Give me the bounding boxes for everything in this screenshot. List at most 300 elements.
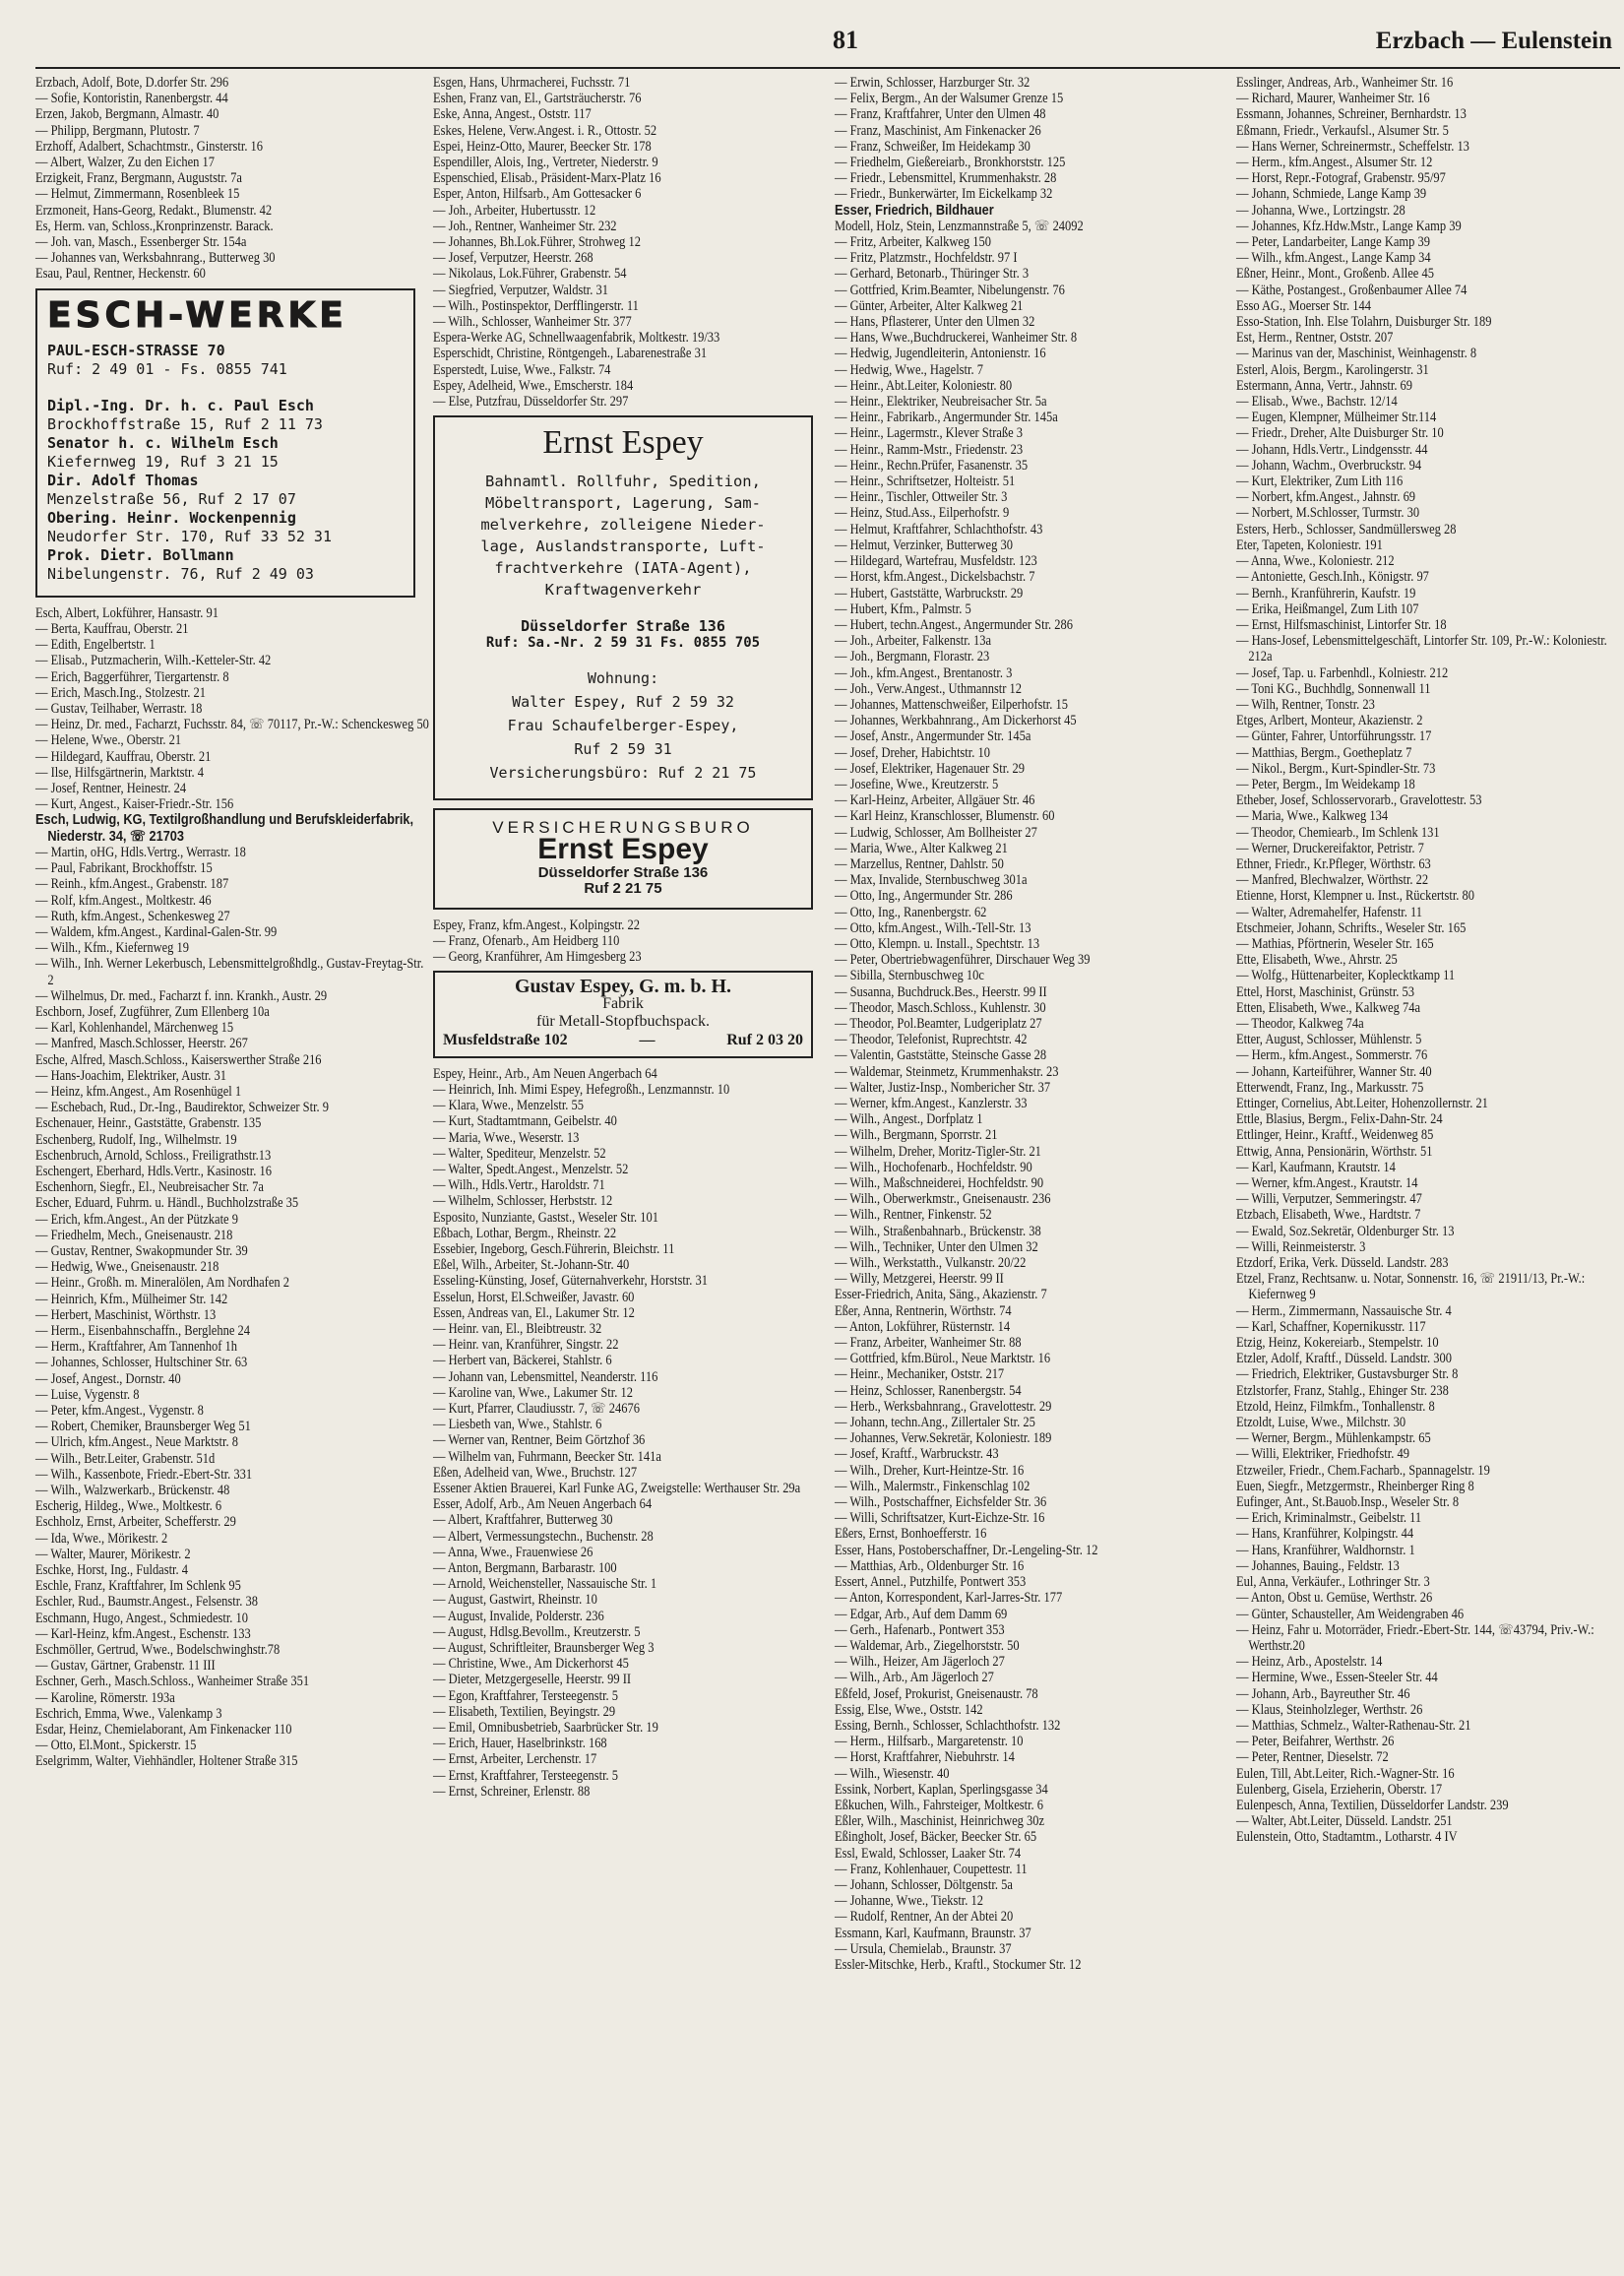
directory-entry: — Waldem, kfm.Angest., Kardinal-Galen-Str. 99: [35, 923, 278, 940]
ad-title: Ernst Espey: [542, 424, 704, 462]
directory-entry: Esperstedt, Luise, Wwe., Falkstr. 74: [433, 361, 611, 378]
directory-entry: — Karl, Kohlenhandel, Märchenweg 15: [35, 1020, 234, 1037]
ad-contact-line: Menzelstraße 56, Ruf 2 17 07: [47, 489, 296, 508]
directory-entry: — Wilh., Hdls.Vertr., Haroldstr. 71: [433, 1177, 605, 1194]
directory-entry: — Anton, Bergmann, Barbarastr. 100: [433, 1560, 617, 1576]
directory-entry: — Otto, Klempn. u. Install., Spechtstr. 13: [835, 935, 1040, 952]
directory-entry: — Heinr., Fabrikarb., Angermunder Str. 145a: [835, 410, 1058, 426]
directory-entry: Esdar, Heinz, Chemielaborant, Am Finkenacker 110: [35, 1722, 292, 1739]
directory-entry: — Karl-Heinz, kfm.Angest., Eschenstr. 133: [35, 1625, 251, 1642]
ad-contact-line: Obering. Heinr. Wockenpennig: [47, 508, 296, 527]
directory-entry: — Hubert, Kfm., Palmstr. 5: [835, 601, 971, 617]
directory-entry: Espendiller, Alois, Ing., Vertreter, Niederstr. 9: [433, 155, 658, 171]
directory-entry: Etges, Arlbert, Monteur, Akazienstr. 2: [1236, 713, 1423, 729]
directory-entry: — Erich, Baggerführer, Tiergartenstr. 8: [35, 668, 229, 685]
directory-entry: Ettinger, Cornelius, Abt.Leiter, Hohenzollernstr. 21: [1236, 1096, 1488, 1111]
directory-entry: — Hubert, Gaststätte, Warbruckstr. 29: [835, 585, 1024, 601]
entry-list: [433, 75, 819, 410]
directory-entry: — Heinrich, Inh. Mimi Espey, Hefegroßh., Lenzmannstr. 10: [433, 1081, 730, 1098]
directory-entry: Etzig, Heinz, Kokereiarb., Stempelstr. 10: [1236, 1335, 1439, 1352]
directory-entry: Esche, Alfred, Masch.Schloss., Kaiserswerther Straße 216: [35, 1051, 322, 1068]
directory-entry: — Ilse, Hilfsgärtnerin, Marktstr. 4: [35, 764, 204, 781]
ad-sub-line: Ruf 2 59 31: [574, 739, 672, 758]
directory-entry: Essert, Annel., Putzhilfe, Pontwert 353: [835, 1574, 1027, 1591]
directory-entry: — Bernh., Kranführerin, Kaufstr. 19: [1236, 585, 1416, 601]
directory-entry: Espey, Adelheid, Wwe., Emscherstr. 184: [433, 377, 634, 394]
directory-entry: Ettwig, Anna, Pensionärin, Wörthstr. 51: [1236, 1143, 1433, 1160]
ad-body: [449, 471, 797, 601]
directory-entry: Eulenpesch, Anna, Textilien, Düsseldorfer Landstr. 239: [1236, 1797, 1509, 1813]
directory-entry: — Waldemar, Steinmetz, Krummenhakstr. 23: [835, 1063, 1059, 1080]
ad-address: Düsseldorfer Straße 136: [521, 617, 725, 636]
ad-sub-line: Walter Espey, Ruf 2 59 32: [512, 692, 734, 711]
ad-address-row: [443, 1033, 803, 1048]
directory-entry: — Joh., Rentner, Wanheimer Str. 232: [433, 218, 617, 234]
directory-entry: Etzlstorfer, Franz, Stahlg., Ehinger Str. 238: [1236, 1382, 1449, 1399]
directory-entry: Eulenberg, Gisela, Erzieherin, Oberstr. 17: [1236, 1781, 1443, 1798]
directory-entry: — Wolfg., Hüttenarbeiter, Koplecktkamp 11: [1236, 968, 1456, 984]
ad-phone: Ruf 2 21 75: [584, 880, 662, 898]
directory-entry: — Helmut, Zimmermann, Rosenbleek 15: [35, 186, 240, 203]
directory-entry: Etienne, Horst, Klempner u. Inst., Rückertstr. 80: [1236, 888, 1475, 905]
directory-entry: — Reinh., kfm.Angest., Grabenstr. 187: [35, 876, 229, 893]
directory-entry: — Heinr., Abt.Leiter, Koloniestr. 80: [835, 377, 1013, 394]
directory-entry: — Hildegard, Kauffrau, Oberstr. 21: [35, 748, 212, 765]
directory-entry: — Hans, Kranführer, Waldhornstr. 1: [1236, 1542, 1415, 1558]
directory-entry: — Matthias, Bergm., Goetheplatz 7: [1236, 744, 1412, 761]
ernst-espey-ad: [433, 415, 813, 800]
directory-entry: — Johann, Schmiede, Lange Kamp 39: [1236, 186, 1427, 203]
directory-entry: — Kurt, Stadtamtmann, Geibelstr. 40: [433, 1113, 617, 1130]
directory-entry: — Josef, Verputzer, Heerstr. 268: [433, 250, 593, 267]
directory-entry: — Rudolf, Rentner, An der Abtei 20: [835, 1909, 1014, 1926]
directory-entry: — Erich, Masch.Ing., Stolzestr. 21: [35, 684, 207, 701]
directory-entry: Eter, Tapeten, Koloniestr. 191: [1236, 537, 1383, 553]
ad-body-line: Bahnamtl. Rollfuhr, Spedition,: [485, 473, 761, 491]
directory-entry: — Wilh., kfm.Angest., Lange Kamp 34: [1236, 250, 1431, 267]
ad-body-line: frachtverkehre (IATA-Agent),: [494, 559, 752, 578]
directory-entry: — Willi, Schriftsatzer, Kurt-Eichze-Str. 16: [835, 1510, 1045, 1527]
directory-entry: — Eschebach, Rud., Dr.-Ing., Baudirektor, Schweizer Str. 9: [35, 1100, 330, 1116]
directory-entry: Ettel, Horst, Maschinist, Grünstr. 53: [1236, 983, 1415, 1000]
directory-entry: — Hedwig, Wwe., Hagelstr. 7: [835, 361, 983, 378]
directory-entry: — Gerhard, Betonarb., Thüringer Str. 3: [835, 266, 1030, 283]
directory-entry: — Hubert, techn.Angest., Angermunder Str. 286: [835, 616, 1074, 633]
directory-entry: — Josef, Rentner, Heinestr. 24: [35, 781, 187, 797]
directory-entry: — Johannes, Bauing., Feldstr. 13: [1236, 1557, 1400, 1574]
directory-entry: — Elisabeth, Textilien, Beyingstr. 29: [433, 1703, 616, 1720]
directory-entry: Erzen, Jakob, Bergmann, Almastr. 40: [35, 106, 219, 123]
ad-address: Düsseldorfer Straße 136: [537, 864, 709, 882]
directory-entry: — Gustav, Teilhaber, Werrastr. 18: [35, 701, 203, 718]
directory-entry: Escherig, Hildeg., Wwe., Moltkestr. 6: [35, 1498, 222, 1515]
directory-entry: Eshen, Franz van, El., Gartsträucherstr. 76: [433, 91, 642, 107]
ad-contact-line: Dir. Adolf Thomas: [47, 471, 199, 489]
directory-entry: Eskes, Helene, Verw.Angest. i. R., Ottostr. 52: [433, 122, 657, 139]
directory-entry: Eulenstein, Otto, Stadtamtm., Lotharstr. 4 IV: [1236, 1829, 1458, 1846]
directory-entry: — Theodor, Masch.Schloss., Kuhlenstr. 30: [835, 999, 1046, 1016]
directory-entry: Eschenbruch, Arnold, Schloss., Freiligrathstr.13: [35, 1147, 272, 1164]
directory-entry: Erzhoff, Adalbert, Schachtmstr., Ginsterstr. 16: [35, 138, 264, 155]
directory-entry: — Wilh., Walzwerkarb., Brückenstr. 48: [35, 1483, 230, 1499]
directory-entry: — Walter, Spediteur, Menzelstr. 52: [433, 1145, 606, 1162]
directory-entry: — Heinz, Arb., Apostelstr. 14: [1236, 1654, 1383, 1671]
directory-entry: — Wilh., Kfm., Kiefernweg 19: [35, 940, 189, 957]
ad-contact-line: Neudorfer Str. 170, Ruf 33 52 31: [47, 527, 332, 545]
directory-entry: — Heinz, kfm.Angest., Am Rosenhügel 1: [35, 1083, 242, 1100]
directory-entry: Estermann, Anna, Vertr., Jahnstr. 69: [1236, 377, 1413, 394]
directory-entry: Euen, Siegfr., Metzgermstr., Rheinberger Ring 8: [1236, 1478, 1474, 1494]
directory-entry: — Willi, Verputzer, Semmeringstr. 47: [1236, 1191, 1422, 1208]
directory-entry: Essmann, Karl, Kaufmann, Braunstr. 37: [835, 1925, 1031, 1941]
directory-entry: — Ernst, Hilfsmaschinist, Lintorfer Str. 18: [1236, 616, 1447, 633]
directory-entry: — Theodor, Telefonist, Ruprechtstr. 42: [835, 1032, 1028, 1048]
directory-entry: — Wilh., Postinspektor, Derfflingerstr. 11: [433, 297, 639, 314]
directory-entry: — Heinz, Dr. med., Facharzt, Fuchsstr. 84, ☏ 70117, Pr.-W.: Schenckesweg 50: [35, 717, 429, 733]
directory-entry: — Franz, Kraftfahrer, Unter den Ulmen 48: [835, 106, 1046, 123]
directory-entry: — August, Hdlsg.Bevollm., Kreutzerstr. 5: [433, 1623, 641, 1640]
directory-entry: — Matthias, Arb., Oldenburger Str. 16: [835, 1557, 1025, 1574]
directory-entry: — Heinr., Ramm-Mstr., Friedenstr. 23: [835, 441, 1024, 458]
directory-entry: — Friedhelm, Gießereiarb., Bronkhorststr. 125: [835, 155, 1066, 171]
directory-entry: Erzigkeit, Franz, Bergmann, Auguststr. 7a: [35, 170, 242, 187]
entry-list: [433, 917, 819, 966]
directory-entry: Eschle, Franz, Kraftfahrer, Im Schlenk 95: [35, 1578, 241, 1595]
directory-entry: — Wilh., Postschaffner, Eichsfelder Str. 36: [835, 1494, 1047, 1511]
directory-entry: — Wilh., Maßschneiderei, Hochfeldstr. 90: [835, 1175, 1044, 1192]
directory-entry: — Philipp, Bergmann, Plutostr. 7: [35, 122, 200, 139]
directory-entry: Etzler, Adolf, Kraftf., Düsseld. Landstr. 300: [1236, 1351, 1452, 1367]
directory-entry: — Horst, Repr.-Fotograf, Grabenstr. 95/97: [1236, 170, 1446, 187]
directory-entry: — Mathias, Pförtnerin, Weseler Str. 165: [1236, 935, 1434, 952]
ad-dash: —: [639, 1031, 656, 1048]
directory-entry: — Ursula, Chemielab., Braunstr. 37: [835, 1940, 1012, 1957]
directory-entry: — Johann van, Lebensmittel, Neanderstr. 116: [433, 1368, 658, 1385]
directory-entry: Espei, Heinz-Otto, Maurer, Beecker Str. 178: [433, 138, 652, 155]
page-number: 81: [833, 26, 858, 54]
directory-entry: — Hedwig, Wwe., Gneisenaustr. 218: [35, 1259, 219, 1276]
directory-entry: — Theodor, Pol.Beamter, Ludgeriplatz 27: [835, 1015, 1042, 1032]
ad-body-line: Möbeltransport, Lagerung, Sam-: [485, 494, 761, 513]
directory-entry: — Peter, Landarbeiter, Lange Kamp 39: [1236, 234, 1430, 251]
directory-entry: — Heinr., Mechaniker, Oststr. 217: [835, 1366, 1005, 1383]
directory-entry: — Valentin, Gaststätte, Steinsche Gasse 28: [835, 1047, 1047, 1064]
directory-entry: — Wilhelm, Dreher, Moritz-Tigler-Str. 21: [835, 1143, 1041, 1160]
column-2: [433, 75, 819, 1800]
directory-entry: — Georg, Kranführer, Am Himgesberg 23: [433, 949, 642, 966]
directory-entry: — Karl Heinz, Kranschlosser, Blumenstr. 60: [835, 808, 1055, 825]
directory-entry: — Albert, Walzer, Zu den Eichen 17: [35, 155, 216, 171]
directory-entry: Etheber, Josef, Schlosservorarb., Gravelottestr. 53: [1236, 792, 1482, 809]
directory-entry: — Johann, techn.Ang., Zillertaler Str. 25: [835, 1415, 1035, 1431]
directory-entry: — Hans, Pflasterer, Unter den Ulmen 32: [835, 314, 1035, 331]
directory-entry: Es, Herm. van, Schloss.,Kronprinzenstr. Barack.: [35, 218, 274, 234]
directory-entry: Esso-Station, Inh. Else Tolahrn, Duisburger Str. 189: [1236, 314, 1492, 331]
entry-list: [1236, 75, 1620, 1846]
directory-entry: — Johannes van, Werksbahnrang., Butterweg 30: [35, 250, 276, 267]
directory-entry: Eßingholt, Josef, Bäcker, Beecker Str. 65: [835, 1829, 1037, 1846]
directory-entry: Espenschied, Elisab., Präsident-Marx-Platz 16: [433, 170, 661, 187]
directory-entry: — Werner, kfm.Angest., Kanzlerstr. 33: [835, 1096, 1028, 1111]
directory-entry: — Johanne, Wwe., Tiekstr. 12: [835, 1893, 983, 1910]
directory-entry: — Liesbeth van, Wwe., Stahlstr. 6: [433, 1417, 602, 1433]
directory-entry: Eschenberg, Rudolf, Ing., Wilhelmstr. 19: [35, 1131, 237, 1148]
directory-entry: — Horst, kfm.Angest., Dickelsbachstr. 7: [835, 569, 1035, 586]
directory-entry: Essig, Else, Wwe., Oststr. 142: [835, 1701, 983, 1718]
directory-entry: Eulen, Till, Abt.Leiter, Rich.-Wagner-Str. 16: [1236, 1765, 1455, 1782]
directory-entry: Etten, Elisabeth, Wwe., Kalkweg 74a: [1236, 999, 1420, 1016]
directory-entry: — Gustav, Gärtner, Grabenstr. 11 III: [35, 1658, 216, 1675]
directory-entry: — Max, Invalide, Sternbuschweg 301a: [835, 872, 1028, 889]
directory-entry: Esso AG., Moerser Str. 144: [1236, 297, 1371, 314]
directory-entry: Etterwendt, Franz, Ing., Markusstr. 75: [1236, 1079, 1424, 1096]
entry-list: [835, 75, 1220, 1973]
directory-entry: Eßer, Anna, Rentnerin, Wörthstr. 74: [835, 1302, 1012, 1319]
directory-entry: — Wilh., Angest., Dorfplatz 1: [835, 1111, 983, 1128]
entry-list: [35, 604, 429, 1770]
directory-entry: — Willy, Metzgerei, Heerstr. 99 II: [835, 1271, 1004, 1288]
directory-entry: — Heinr., Schriftsetzer, Holteistr. 51: [835, 474, 1016, 490]
running-head: Erzbach — Eulenstein: [1375, 28, 1612, 54]
directory-entry: Eschenhorn, Siegfr., El., Neubreisacher Str. 7a: [35, 1179, 264, 1196]
ad-body-line: melverkehre, zolleigene Nieder-: [480, 516, 766, 535]
directory-entry: — Peter, Rentner, Dieselstr. 72: [1236, 1749, 1389, 1766]
directory-entry: Eufinger, Ant., St.Bauob.Insp., Weseler Str. 8: [1236, 1494, 1460, 1511]
directory-entry: Essen, Andreas van, El., Lakumer Str. 12: [433, 1304, 635, 1321]
directory-entry: — Ulrich, kfm.Angest., Neue Marktstr. 8: [35, 1434, 238, 1451]
entry-list: [433, 1066, 819, 1800]
directory-entry: — Werner, Bergm., Mühlenkampstr. 65: [1236, 1430, 1431, 1447]
ad-phone: Ruf: Sa.-Nr. 2 59 31 Fs. 0855 705: [485, 634, 761, 651]
ad-title: Ernst Espey: [537, 833, 709, 866]
directory-entry: — Johannes, Werkbahnrang., Am Dickerhorst 45: [835, 713, 1077, 729]
directory-entry: — Waldemar, Arb., Ziegelhorststr. 50: [835, 1637, 1020, 1654]
directory-entry: — Friedhelm, Mech., Gneisenaustr. 218: [35, 1227, 233, 1243]
directory-entry: — Johann, Wachm., Overbruckstr. 94: [1236, 457, 1422, 474]
directory-entry: — Herm., Zimmermann, Nassauische Str. 4: [1236, 1302, 1452, 1319]
directory-entry: — Johann, Karteiführer, Wanner Str. 40: [1236, 1063, 1432, 1080]
directory-entry: — Herb., Werksbahnrang., Gravelottestr. 29: [835, 1398, 1052, 1415]
directory-entry: — Friedrich, Elektriker, Gustavsburger Str. 8: [1236, 1366, 1459, 1383]
directory-entry: — Elisab., Putzmacherin, Wilh.-Ketteler-Str. 42: [35, 653, 272, 669]
directory-entry: — Hans-Josef, Lebensmittelgeschäft, Lintorfer Str. 109, Pr.-W.: Koloniestr. 212a: [1236, 633, 1607, 665]
directory-entry: Etzel, Franz, Rechtsanw. u. Notar, Sonnenstr. 16, ☏ 21911/13, Pr.-W.: Kiefernweg 9: [1236, 1271, 1586, 1303]
directory-entry: — Johann, Schlosser, Döltgenstr. 5a: [835, 1876, 1013, 1893]
directory-entry: — August, Invalide, Polderstr. 236: [433, 1608, 604, 1624]
directory-entry: Essler-Mitschke, Herb., Kraftl., Stockumer Str. 12: [835, 1956, 1082, 1973]
ad-brand: ESCH-WERKE: [47, 294, 347, 336]
directory-entry: — Johanna, Wwe., Lortzingstr. 28: [1236, 202, 1405, 219]
directory-entry: — Antoniette, Gesch.Inh., Königstr. 97: [1236, 569, 1429, 586]
directory-entry: — Anton, Korrespondent, Karl-Jarres-Str. 177: [835, 1590, 1063, 1607]
directory-entry: Eschke, Horst, Ing., Fuldastr. 4: [35, 1562, 189, 1579]
directory-entry: — Josef, Anstr., Angermunder Str. 145a: [835, 728, 1031, 745]
directory-entry: — Otto, El.Mont., Spickerstr. 15: [35, 1738, 197, 1754]
directory-entry: Eßner, Heinr., Mont., Großenb. Allee 45: [1236, 266, 1434, 283]
directory-entry: — Johannes, Bh.Lok.Führer, Strohweg 12: [433, 234, 642, 251]
directory-entry: — Günter, Schausteller, Am Weidengraben 46: [1236, 1606, 1465, 1622]
directory-entry: — Josefine, Wwe., Kreutzerstr. 5: [835, 776, 999, 792]
directory-entry: — Karl, Schaffner, Kopernikusstr. 117: [1236, 1318, 1426, 1335]
directory-entry: — Gottfried, Krim.Beamter, Nibelungenstr. 76: [835, 282, 1065, 298]
directory-entry: — Herbert van, Bäckerei, Stahlstr. 6: [433, 1353, 612, 1369]
directory-entry: — Hermine, Wwe., Essen-Steeler Str. 44: [1236, 1670, 1438, 1686]
directory-entry: — Anna, Wwe., Frauenwiese 26: [433, 1544, 593, 1560]
directory-entry: — Herm., Hilfsarb., Margaretenstr. 10: [835, 1734, 1024, 1750]
directory-entry: — Kurt, Pfarrer, Claudiusstr. 7, ☏ 24676: [433, 1400, 641, 1417]
directory-entry: — Wilh., Heizer, Am Jägerloch 27: [835, 1654, 1005, 1671]
directory-entry: — August, Schriftleiter, Braunsberger Weg 3: [433, 1640, 655, 1657]
ad-contact-line: Senator h. c. Wilhelm Esch: [47, 433, 279, 452]
directory-entry: Eschmöller, Gertrud, Wwe., Bodelschwinghstr.78: [35, 1642, 281, 1659]
column-1: [35, 75, 429, 1770]
directory-entry: — Elisab., Wwe., Bachstr. 12/14: [1236, 394, 1398, 411]
directory-entry: — Walter, Adremahelfer, Hafenstr. 11: [1236, 904, 1423, 920]
directory-entry: — Heinr. van, Kranführer, Singstr. 22: [433, 1337, 619, 1354]
gustav-espey-ad: [433, 971, 813, 1057]
directory-entry: — Albert, Kraftfahrer, Butterweg 30: [433, 1512, 613, 1529]
directory-entry: — Karl-Heinz, Arbeiter, Allgäuer Str. 46: [835, 792, 1035, 809]
directory-entry: — Eugen, Klempner, Mülheimer Str.114: [1236, 410, 1437, 426]
directory-entry: — Wilh., Techniker, Unter den Ulmen 32: [835, 1238, 1038, 1255]
directory-entry: — Franz, Maschinist, Am Finkenacker 26: [835, 122, 1041, 139]
directory-entry: — Else, Putzfrau, Düsseldorfer Str. 297: [433, 394, 629, 411]
directory-entry: — Karl, Kaufmann, Krautstr. 14: [1236, 1159, 1396, 1175]
directory-entry: — Werner, kfm.Angest., Krautstr. 14: [1236, 1175, 1418, 1192]
directory-entry: — Peter, Obertriebwagenführer, Dirschauer Weg 39: [835, 952, 1091, 969]
directory-entry: Etzbach, Elisabeth, Wwe., Hardtstr. 7: [1236, 1207, 1421, 1224]
directory-entry: — Anna, Wwe., Koloniestr. 212: [1236, 553, 1395, 570]
directory-entry: Essl, Ewald, Schlosser, Laaker Str. 74: [835, 1845, 1022, 1862]
directory-entry: — Helmut, Kraftfahrer, Schlachthofstr. 43: [835, 521, 1043, 537]
directory-entry: Esch, Albert, Lokführer, Hansastr. 91: [35, 604, 219, 621]
directory-entry: — Wilh., Hochofenarb., Hochfeldstr. 90: [835, 1159, 1032, 1175]
directory-entry: — Karoline, Römerstr. 193a: [35, 1689, 175, 1706]
directory-entry: — Fritz, Arbeiter, Kalkweg 150: [835, 234, 992, 251]
directory-entry: — Ruth, kfm.Angest., Schenkesweg 27: [35, 908, 230, 924]
directory-entry: — Herm., kfm.Angest., Alsumer Str. 12: [1236, 155, 1433, 171]
directory-entry: — Emil, Omnibusbetrieb, Saarbrücker Str. 19: [433, 1720, 658, 1737]
directory-entry: — Friedr., Lebensmittel, Krummenhakstr. 28: [835, 170, 1057, 187]
directory-entry: — Friedr., Bunkerwärter, Im Eickelkamp 32: [835, 186, 1053, 203]
directory-entry: — Joh., Verw.Angest., Uthmannstr 12: [835, 680, 1023, 697]
directory-entry: — Wilhelmus, Dr. med., Facharzt f. inn. Krankh., Austr. 29: [35, 987, 328, 1004]
ad-street: PAUL-ESCH-STRASSE 70: [47, 341, 225, 359]
directory-entry: — Erich, Hauer, Haselbrinkstr. 168: [433, 1736, 607, 1752]
directory-entry: Eßkuchen, Wilh., Fahrsteiger, Moltkestr. 6: [835, 1797, 1044, 1813]
ad-contact-line: Kiefernweg 19, Ruf 3 21 15: [47, 452, 279, 471]
directory-entry: — Gottfried, kfm.Bürol., Neue Marktstr. 16: [835, 1351, 1051, 1367]
directory-entry: — Heinz, Stud.Ass., Eilperhofstr. 9: [835, 505, 1010, 522]
directory-entry: — Herm., Kraftfahrer, Am Tannenhof 1h: [35, 1339, 238, 1356]
ad-residence: [449, 666, 797, 785]
directory-entry: — Karoline van, Wwe., Lakumer Str. 12: [433, 1384, 633, 1401]
directory-entry: Essink, Norbert, Kaplan, Sperlingsgasse 34: [835, 1781, 1048, 1798]
directory-entry: Eschrich, Emma, Wwe., Valenkamp 3: [35, 1705, 222, 1722]
directory-entry: — Robert, Chemiker, Braunsberger Weg 51: [35, 1419, 251, 1435]
directory-entry: — Erwin, Schlosser, Harzburger Str. 32: [835, 75, 1031, 91]
directory-entry: Essing, Bernh., Schlosser, Schlachthofstr. 132: [835, 1717, 1061, 1734]
directory-entry: — Hans Werner, Schreinermstr., Scheffelstr. 13: [1236, 138, 1469, 155]
directory-entry: — Peter, Bergm., Im Weidekamp 18: [1236, 776, 1415, 792]
directory-entry: — Nikolaus, Lok.Führer, Grabenstr. 54: [433, 266, 627, 283]
directory-entry: Eßmann, Friedr., Verkaufsl., Alsumer Str. 5: [1236, 122, 1449, 139]
directory-entry: — Joh., Arbeiter, Hubertusstr. 12: [433, 202, 596, 219]
directory-entry: — Heinz, Fahr u. Motorräder, Friedr.-Ebert-Str. 144, ☏43794, Priv.-W.: Werthstr.20: [1236, 1621, 1594, 1654]
directory-entry: — Paul, Fabrikant, Brockhoffstr. 15: [35, 860, 213, 877]
directory-entry: — Matthias, Schmelz., Walter-Rathenau-Str. 21: [1236, 1717, 1471, 1734]
directory-entry: Esselun, Horst, El.Schweißer, Javastr. 60: [433, 1289, 635, 1305]
directory-entry: — Wilh., Inh. Werner Lekerbusch, Lebensmittelgroßhdlg., Gustav-Freytag-Str. 2: [35, 956, 424, 988]
directory-entry: — Heinr., Elektriker, Neubreisacher Str. 5a: [835, 394, 1047, 411]
directory-entry: Eßler, Wilh., Maschinist, Heinrichweg 30z: [835, 1813, 1045, 1830]
directory-entry: — Walter, Maurer, Mörikestr. 2: [35, 1546, 191, 1562]
directory-entry: — Sofie, Kontoristin, Ranenbergstr. 44: [35, 91, 228, 107]
directory-entry: — Felix, Bergm., An der Walsumer Grenze 15: [835, 91, 1064, 107]
directory-entry: Esgen, Hans, Uhrmacherei, Fuchsstr. 71: [433, 75, 631, 91]
entry-list: [35, 75, 421, 283]
directory-entry: — Wilh., Werkstatth., Vulkanstr. 20/22: [835, 1255, 1027, 1272]
directory-entry: Esters, Herb., Schlosser, Sandmüllersweg 28: [1236, 521, 1457, 537]
ad-contact-line: Prok. Dietr. Bollmann: [47, 545, 234, 564]
directory-entry: — Josef, Dreher, Habichtstr. 10: [835, 744, 990, 761]
ad-body-line: Kraftwagenverkehr: [544, 581, 702, 600]
directory-entry: — Edgar, Arb., Auf dem Damm 69: [835, 1606, 1008, 1622]
directory-entry: Esch, Ludwig, KG, Textilgroßhandlung und Berufskleiderfabrik, Niederstr. 34, ☏ 21703: [35, 812, 414, 845]
ad-line: Fabrik: [602, 994, 644, 1012]
directory-entry: — Heinr. van, El., Bleibtreustr. 32: [433, 1320, 602, 1337]
ad-phone: Ruf: 2 49 01 - Fs. 0855 741: [47, 359, 287, 378]
ad-sub-line: Frau Schaufelberger-Espey,: [507, 716, 739, 734]
directory-entry: Esser, Hans, Postoberschaffner, Dr.-Lengeling-Str. 12: [835, 1542, 1098, 1558]
directory-entry: — Helene, Wwe., Oberstr. 21: [35, 732, 182, 749]
directory-entry: — Josef, Angest., Dornstr. 40: [35, 1370, 181, 1387]
directory-entry: — Gustav, Rentner, Swakopmunder Str. 39: [35, 1242, 248, 1259]
directory-entry: Esser, Friedrich, Bildhauer: [835, 202, 994, 219]
directory-entry: — Otto, Ing., Ranenbergstr. 62: [835, 904, 987, 920]
directory-entry: — Josef, Tap. u. Farbenhdl., Kolniestr. 212: [1236, 664, 1449, 681]
directory-entry: — Maria, Wwe., Kalkweg 134: [1236, 808, 1389, 825]
directory-entry: Eßfeld, Josef, Prokurist, Gneisenaustr. 78: [835, 1685, 1038, 1702]
directory-entry: — Theodor, Kalkweg 74a: [1236, 1015, 1364, 1032]
directory-entry: — Friedr., Dreher, Alte Duisburger Str. 10: [1236, 425, 1444, 442]
directory-entry: — Heinr., Lagermstr., Klever Straße 3: [835, 425, 1024, 442]
ad-title: Gustav Espey, G. m. b. H.: [514, 976, 732, 998]
directory-entry: — Horst, Kraftfahrer, Niebuhrstr. 14: [835, 1749, 1015, 1766]
directory-entry: Etzoldt, Luise, Wwe., Milchstr. 30: [1236, 1415, 1406, 1431]
directory-entry: — Johann, Hdls.Vertr., Lindgensstr. 44: [1236, 441, 1428, 458]
directory-entry: — Martin, oHG, Hdls.Vertrg., Werrastr. 18: [35, 844, 246, 860]
directory-entry: — Walter, Spedt.Angest., Menzelstr. 52: [433, 1161, 629, 1177]
directory-entry: — Heinr., Tischler, Ottweiler Str. 3: [835, 489, 1008, 506]
directory-entry: — Johannes, Schlosser, Hultschiner Str. 63: [35, 1355, 248, 1371]
directory-entry: Esperschidt, Christine, Röntgengeh., Labarenestraße 31: [433, 346, 708, 362]
directory-entry: Eschler, Rud., Baumstr.Angest., Felsenstr. 38: [35, 1594, 258, 1611]
directory-entry: Erzbach, Adolf, Bote, D.dorfer Str. 296: [35, 75, 229, 91]
directory-entry: — Wilh., Malermstr., Finkenschlag 102: [835, 1478, 1031, 1494]
directory-entry: — Manfred, Masch.Schlosser, Heerstr. 267: [35, 1036, 248, 1052]
directory-entry: — Walter, Abt.Leiter, Düsseld. Landstr. 251: [1236, 1813, 1453, 1830]
directory-entry: — Heinz, Schlosser, Ranenbergstr. 54: [835, 1382, 1022, 1399]
directory-entry: — Franz, Kohlenhauer, Coupettestr. 11: [835, 1861, 1028, 1877]
directory-entry: — Joh., Bergmann, Florastr. 23: [835, 649, 990, 665]
directory-entry: — Otto, kfm.Angest., Wilh.-Tell-Str. 13: [835, 919, 1031, 936]
directory-entry: Esslinger, Andreas, Arb., Wanheimer Str. 16: [1236, 75, 1454, 91]
directory-entry: — Josef, Elektriker, Hagenauer Str. 29: [835, 760, 1025, 777]
directory-entry: — Franz, Schweißer, Im Heidekamp 30: [835, 138, 1031, 155]
directory-entry: — Heinrich, Kfm., Mülheimer Str. 142: [35, 1291, 228, 1307]
directory-entry: — Ewald, Soz.Sekretär, Oldenburger Str. 13: [1236, 1223, 1455, 1239]
